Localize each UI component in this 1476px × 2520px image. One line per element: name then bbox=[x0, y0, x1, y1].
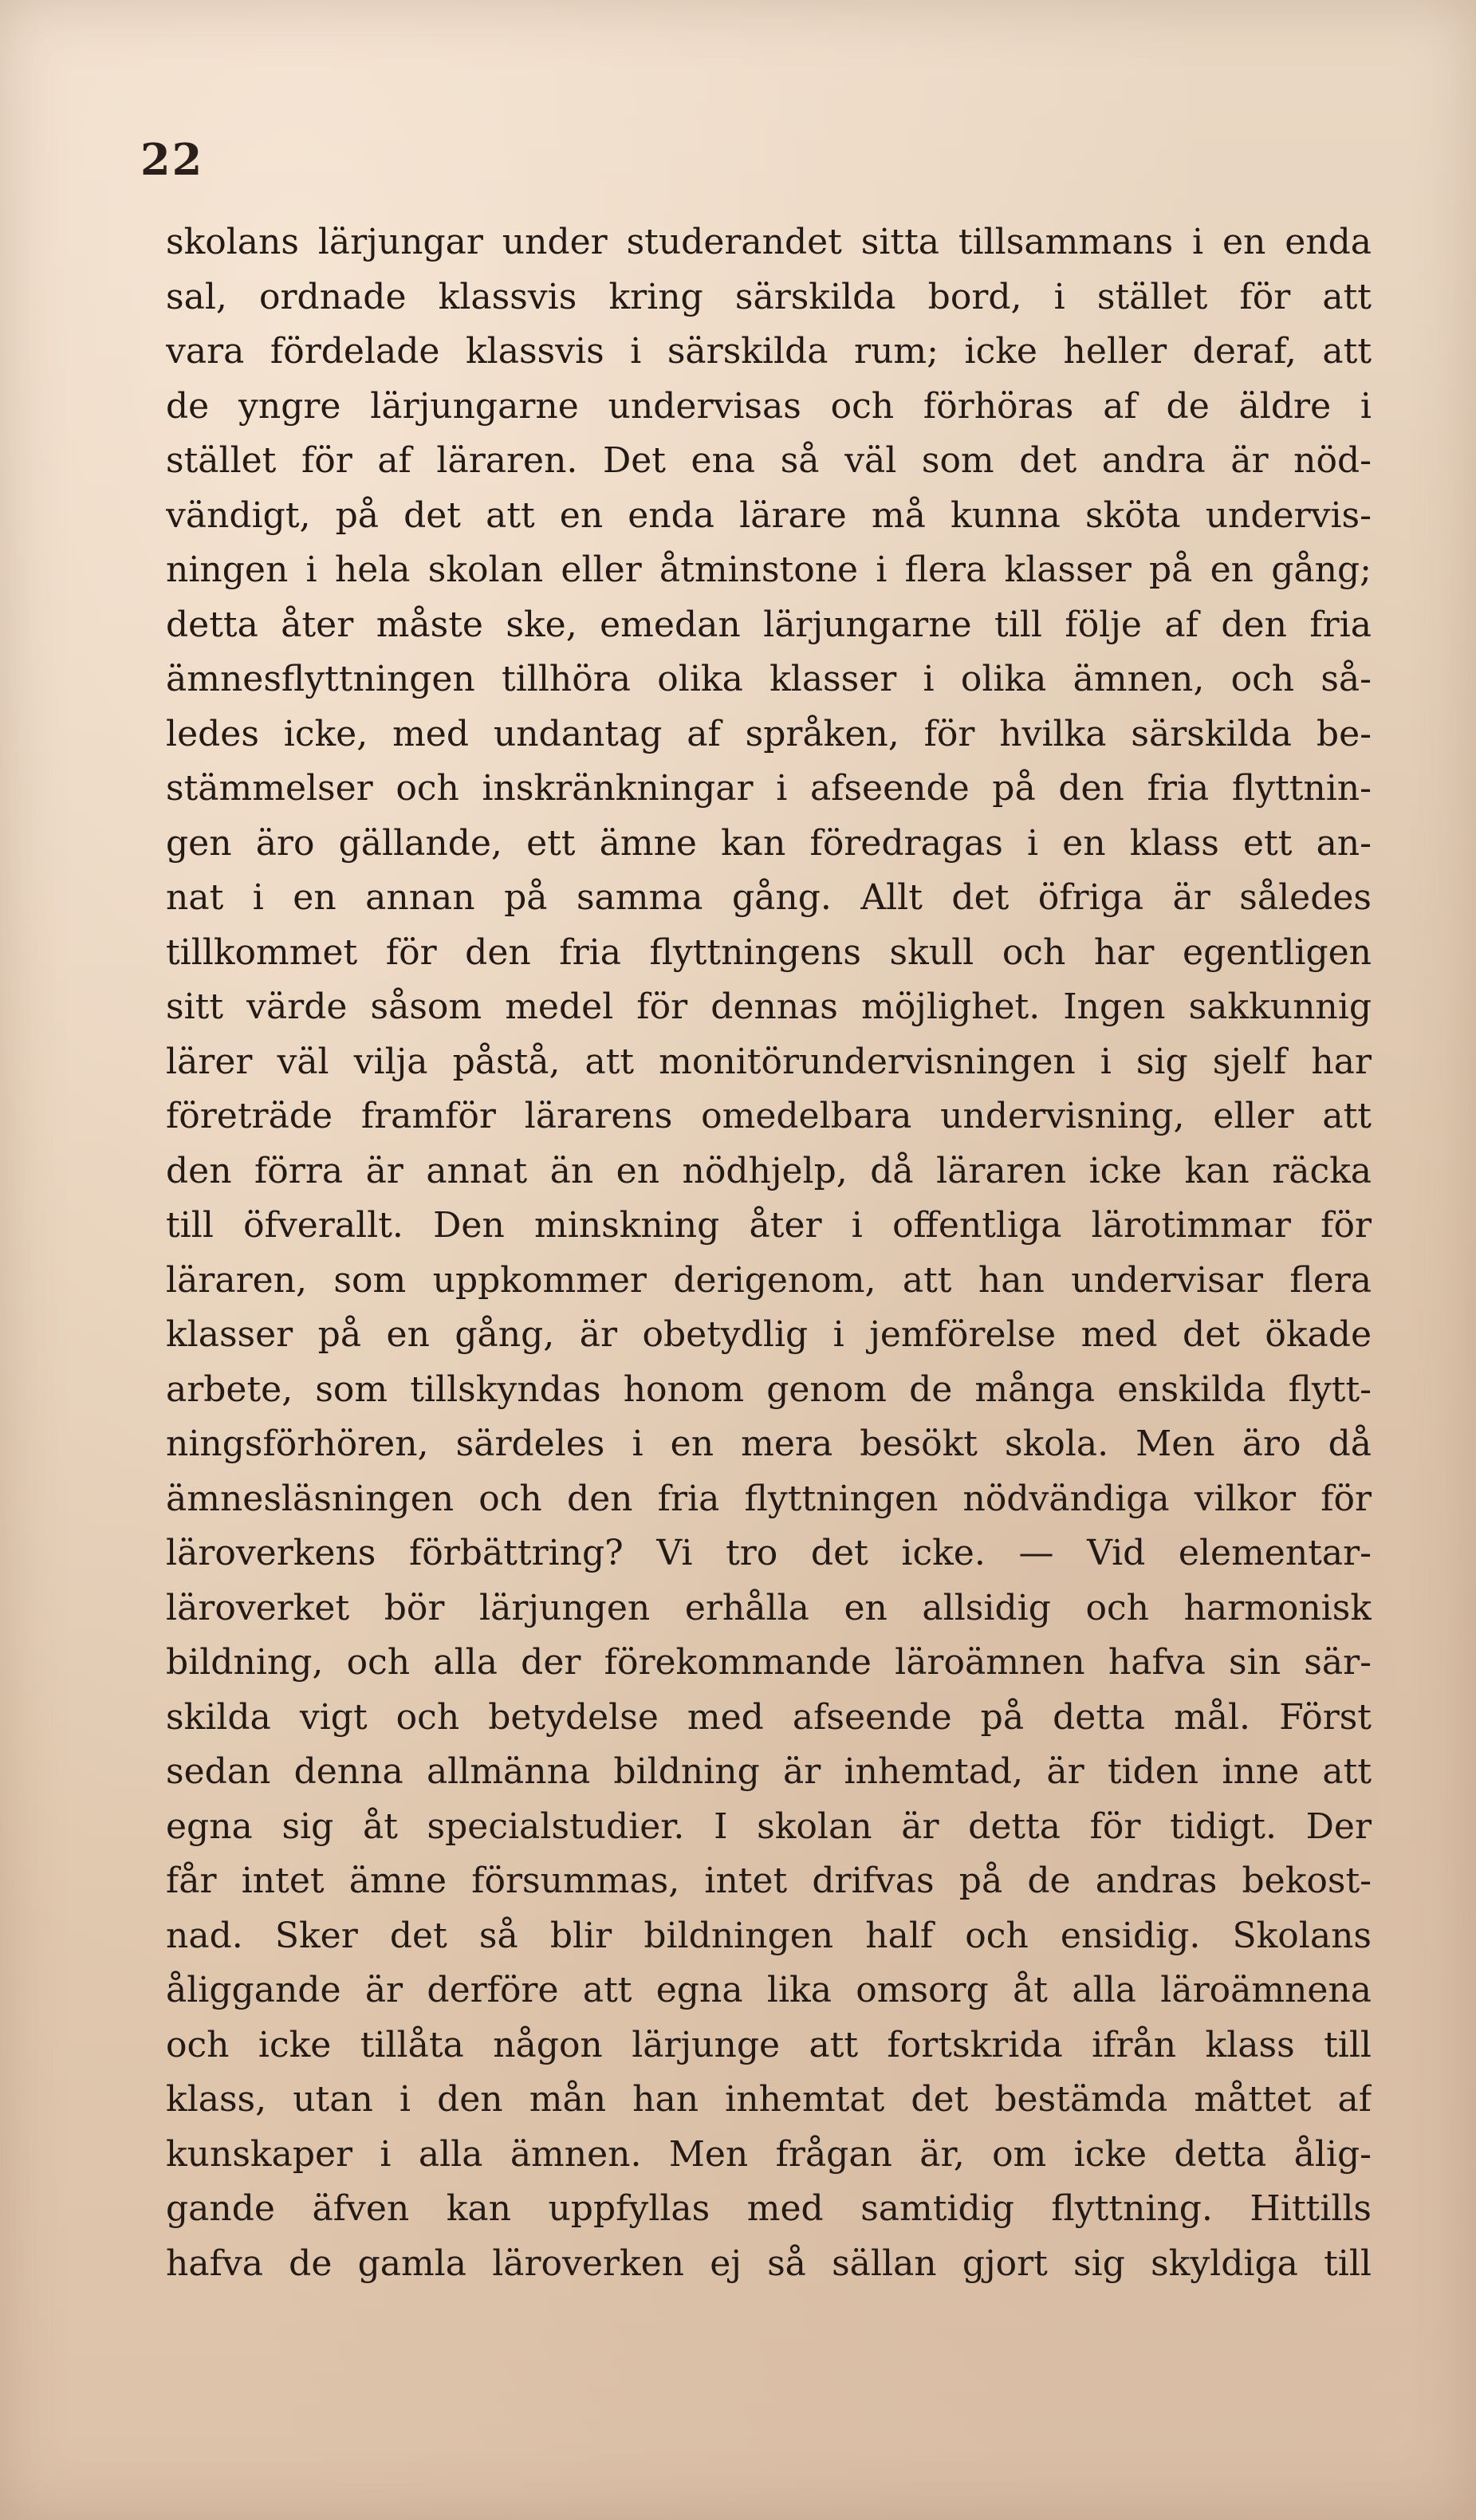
text-line: skilda vigt och betydelse med afseende på detta mål. Först bbox=[166, 1696, 1372, 1738]
text-line: ämnesflyttningen tillhöra olika klasser i olika ämnen, och så- bbox=[166, 659, 1372, 699]
text-line: åliggande är derföre att egna lika omsorg åt alla läroämnena bbox=[166, 1970, 1372, 2010]
text-line: sedan denna allmänna bildning är inhemtad, är tiden inne att bbox=[166, 1751, 1372, 1792]
text-line: läraren, som uppkommer derigenom, att han undervisar flera bbox=[166, 1259, 1372, 1301]
text-line: stämmelser och inskränkningar i afseende på den fria flyttnin- bbox=[166, 768, 1372, 809]
text-line: bildning, och alla der förekommande läroämnen hafva sin sär- bbox=[166, 1642, 1372, 1683]
text-line: läroverkens förbättring? Vi tro det icke. — Vid elementar- bbox=[166, 1533, 1372, 1573]
text-line: tillkommet för den fria flyttningens skull och har egentligen bbox=[166, 931, 1372, 973]
text-line: egna sig åt specialstudier. I skolan är detta för tidigt. Der bbox=[166, 1805, 1372, 1847]
text-line: klasser på en gång, är obetydlig i jemförelse med det ökade bbox=[166, 1314, 1372, 1355]
text-line: nad. Sker det så blir bildningen half och ensidig. Skolans bbox=[166, 1915, 1372, 1956]
text-line: vara fördelade klassvis i särskilda rum; icke heller deraf, att bbox=[166, 331, 1372, 372]
text-line: läroverket bör lärjungen erhålla en allsidig och harmonisk bbox=[166, 1587, 1372, 1628]
text-line: och icke tillåta någon lärjunge att fortskrida ifrån klass till bbox=[166, 2024, 1372, 2065]
text-line: ledes icke, med undantag af språken, för hvilka särskilda be- bbox=[166, 713, 1372, 754]
text-line: detta åter måste ske, emedan lärjungarne till följe af den fria bbox=[166, 604, 1372, 645]
text-line: nat i en annan på samma gång. Allt det öfriga är således bbox=[166, 877, 1372, 918]
text-line: ämnesläsningen och den fria flyttningen nödvändiga vilkor för bbox=[166, 1478, 1372, 1519]
text-line: skolans lärjungar under studerandet sitta tillsammans i en enda bbox=[166, 222, 1372, 262]
text-line: den förra är annat än en nödhjelp, då läraren icke kan räcka bbox=[166, 1150, 1372, 1191]
text-line: arbete, som tillskyndas honom genom de många enskilda flytt- bbox=[166, 1368, 1372, 1410]
page-number: 22 bbox=[140, 134, 204, 185]
text-line: gande äfven kan uppfyllas med samtidig flyttning. Hittills bbox=[166, 2188, 1372, 2229]
text-line: sal, ordnade klassvis kring särskilda bord, i stället för att bbox=[166, 276, 1372, 317]
text-line: sitt värde såsom medel för dennas möjlighet. Ingen sakkunnig bbox=[166, 986, 1372, 1027]
text-line: vändigt, på det att en enda lärare må kunna sköta undervis- bbox=[166, 494, 1372, 536]
text-line: stället för af läraren. Det ena så väl som det andra är nöd- bbox=[166, 440, 1372, 481]
body-text bbox=[166, 215, 1372, 2291]
text-line: hafva de gamla läroverken ej så sällan gjort sig skyldiga till bbox=[166, 2242, 1372, 2284]
text-line: kunskaper i alla ämnen. Men frågan är, om icke detta ålig- bbox=[166, 2133, 1372, 2175]
text-line: de yngre lärjungarne undervisas och förhöras af de äldre i bbox=[166, 385, 1372, 427]
text-line: gen äro gällande, ett ämne kan föredragas i en klass ett an- bbox=[166, 822, 1372, 864]
text-line: ningsförhören, särdeles i en mera besökt skola. Men äro då bbox=[166, 1423, 1372, 1464]
text-line: till öfverallt. Den minskning åter i offentliga lärotimmar för bbox=[166, 1205, 1372, 1246]
text-line: får intet ämne försummas, intet drifvas på de andras bekost- bbox=[166, 1860, 1372, 1901]
text-line: ningen i hela skolan eller åtminstone i flera klasser på en gång; bbox=[166, 549, 1372, 590]
text-line: lärer väl vilja påstå, att monitörundervisningen i sig sjelf har bbox=[166, 1041, 1372, 1082]
text-line: företräde framför lärarens omedelbara undervisning, eller att bbox=[166, 1096, 1372, 1136]
text-line: klass, utan i den mån han inhemtat det bestämda måttet af bbox=[166, 2079, 1372, 2120]
